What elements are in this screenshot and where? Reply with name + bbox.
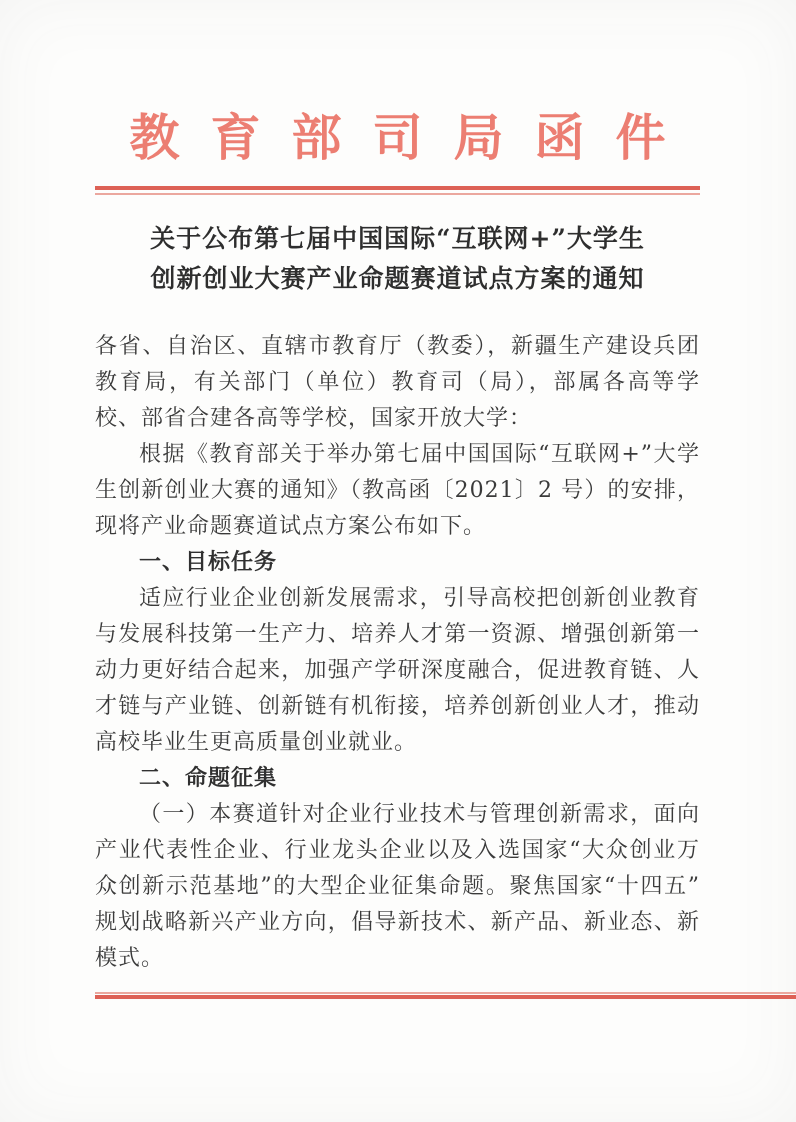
document-title-line1: 关于公布第七届中国国际“互联网+”大学生 [150,224,645,253]
section-2-paragraph: （一）本赛道针对企业行业技术与管理创新需求，面向产业代表性企业、行业龙头企业以及入选国家“大众创业万众创新示范基地”的大型企业征集命题。聚焦国家“十四五”规划战略新兴产业方向，倡导新技术、新产品、新业态、新模式。 [95,802,700,971]
section-heading-1: 一、目标任务 [139,550,278,575]
section-heading-2: 二、命题征集 [139,766,278,791]
document-title [95,219,700,299]
intro-paragraph: 根据《教育部关于举办第七届中国国际“互联网+”大学生创新创业大赛的通知》（教高函〔2021〕2 号）的安排，现将产业命题赛道试点方案公布如下。 [95,442,700,539]
recipients-paragraph: 各省、自治区、直辖市教育厅（教委），新疆生产建设兵团教育局，有关部门（单位）教育司（局），部属各高等学校、部省合建各高等学校，国家开放大学： [95,334,700,431]
document-title-line2: 创新创业大赛产业命题赛道试点方案的通知 [150,264,645,293]
bottom-red-divider [95,992,796,999]
top-red-divider [95,186,700,195]
letterhead-title: 教育部司局函件 [129,108,697,167]
section-1-paragraph: 适应行业企业创新发展需求，引导高校把创新创业教育与发展科技第一生产力、培养人才第一资源、增强创新第一动力更好结合起来，加强产学研深度融合，促进教育链、人才链与产业链、创新链有机衔接，培养创新创业人才，推动高校毕业生更高质量创业就业。 [95,586,700,755]
document-body [95,329,700,977]
